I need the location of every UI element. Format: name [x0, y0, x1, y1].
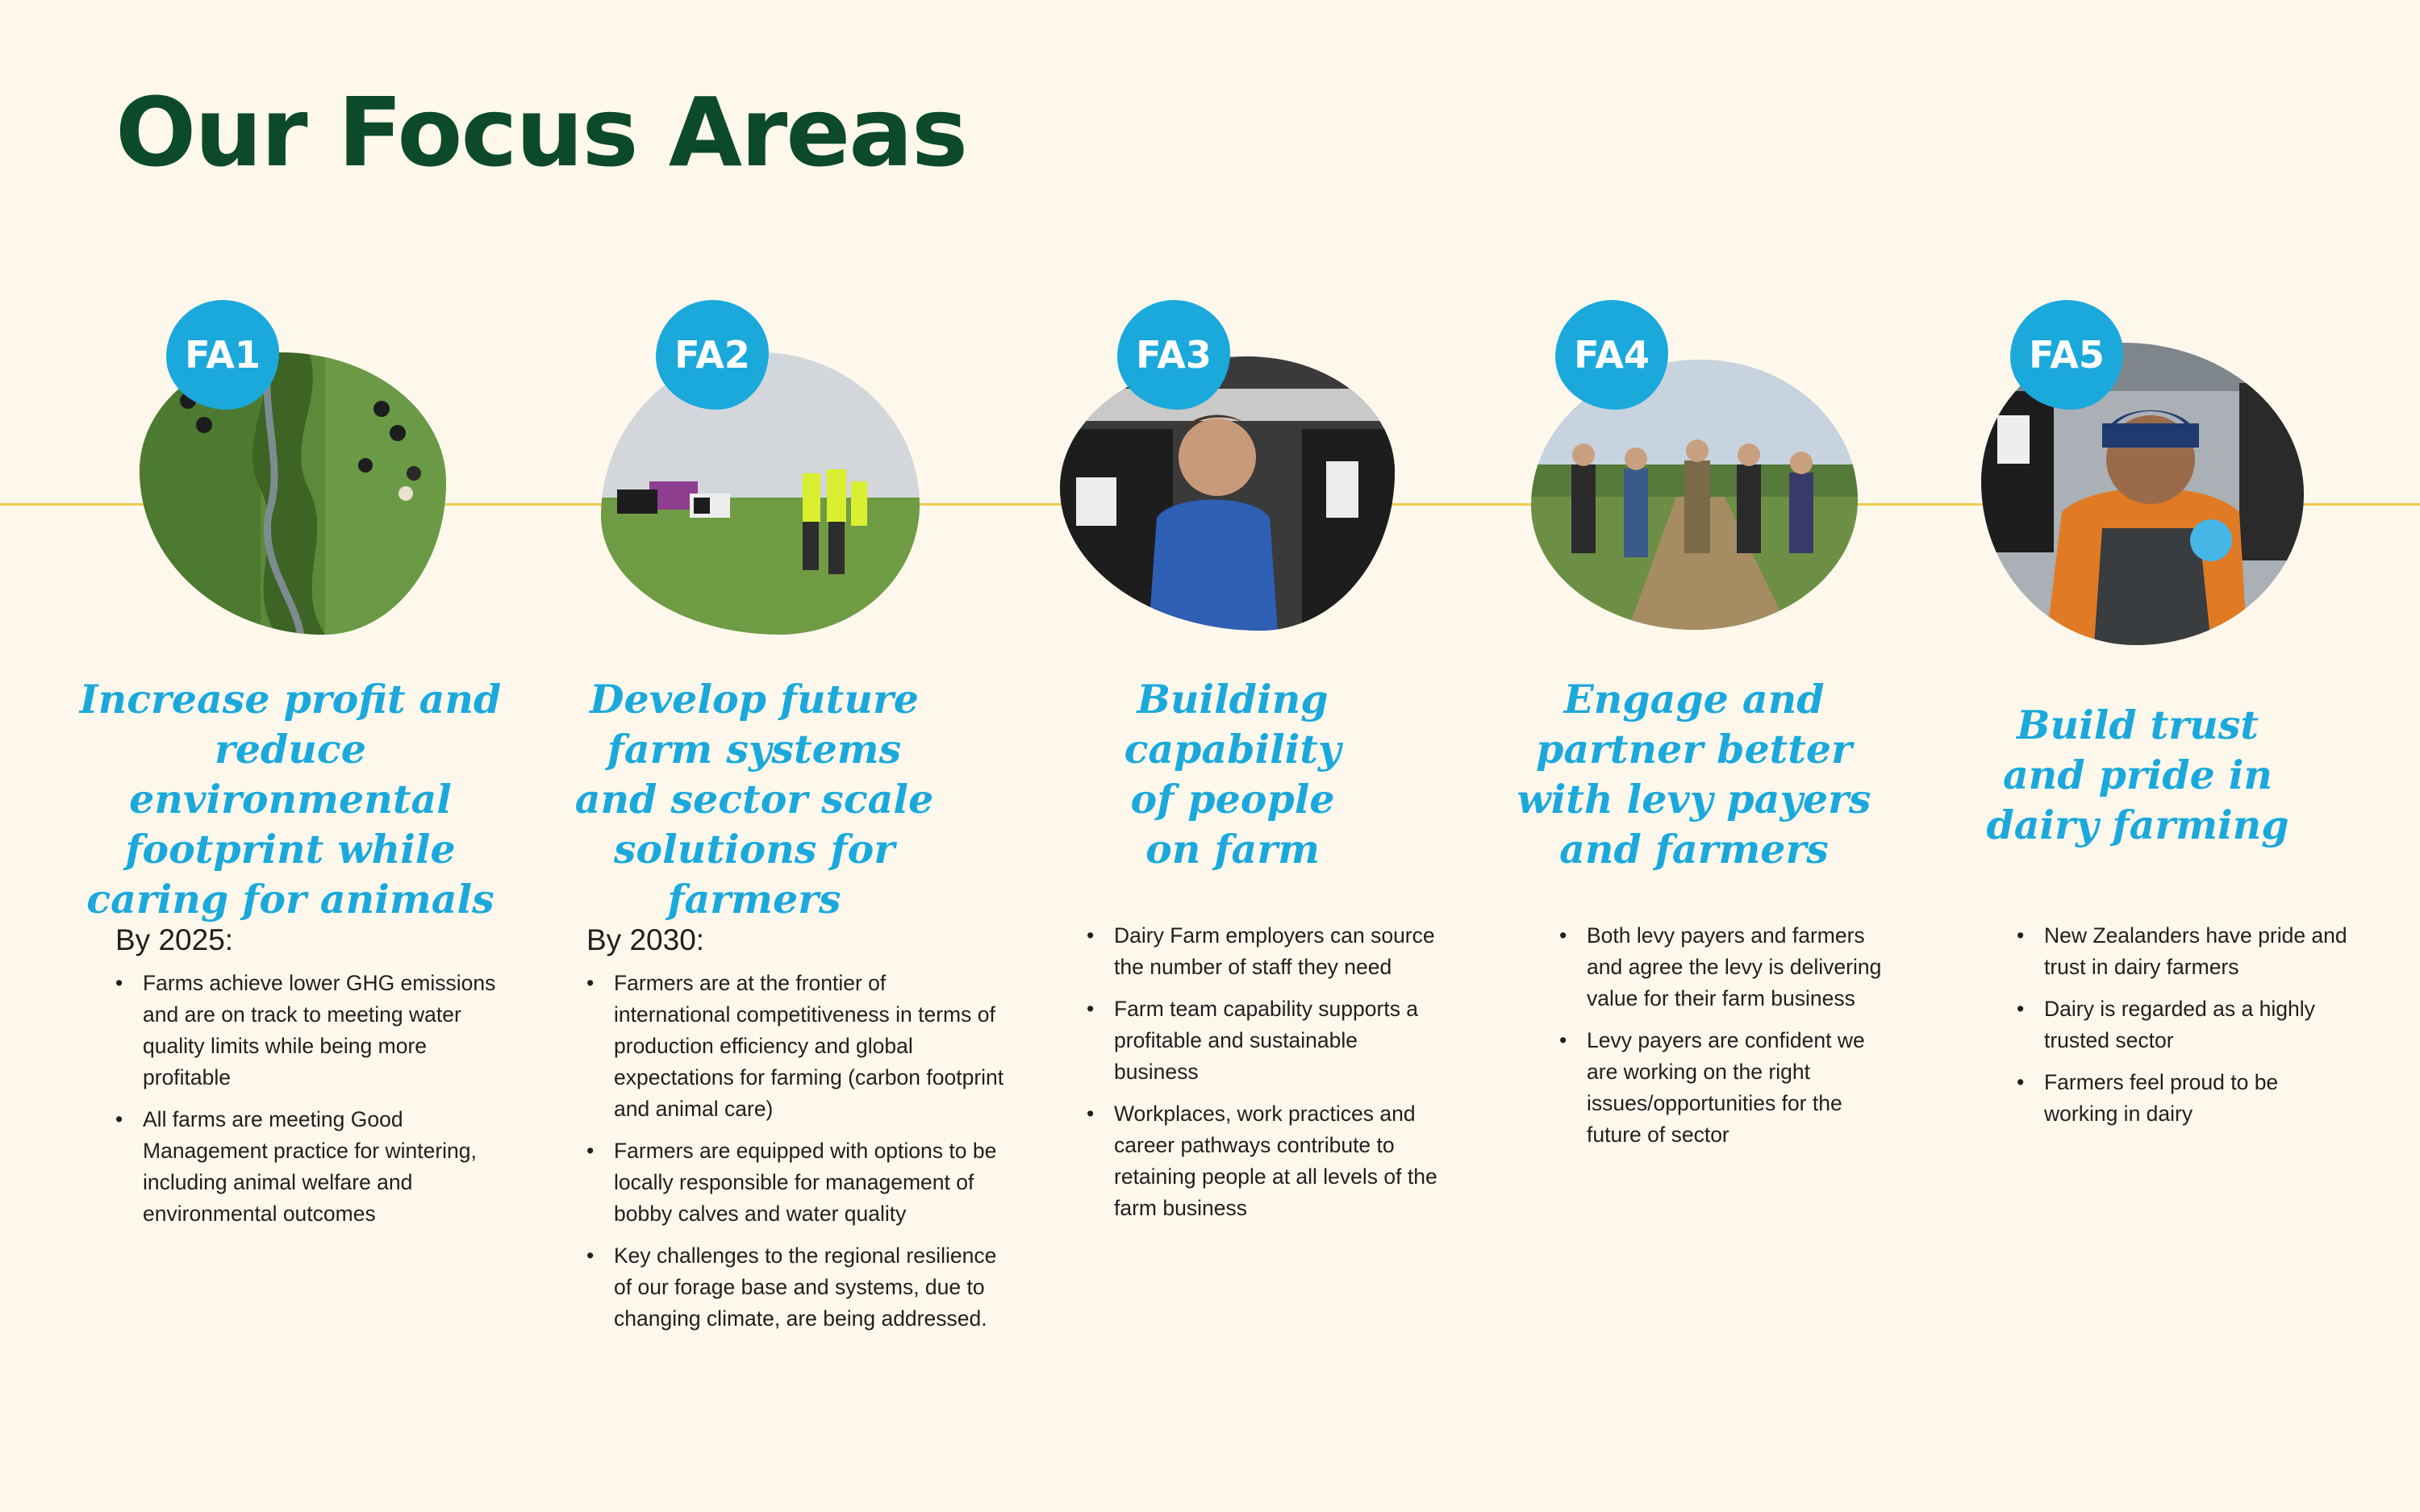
focus-area-badge: FA5 [2010, 300, 2123, 410]
page-title: Our Focus Areas [115, 77, 967, 188]
list-item: • Both levy payers and farmers and agree the levy is delivering value for their farm business [1559, 920, 1898, 1014]
list-item: • Dairy is regarded as a highly trusted sector [2017, 993, 2355, 1056]
focus-area-badge: FA4 [1555, 300, 1668, 410]
outcome-list [115, 968, 519, 1240]
outcome-list [1559, 920, 1898, 1161]
focus-area-badge: FA1 [166, 300, 279, 410]
focus-area-2 [484, 0, 1004, 1512]
list-item: • Workplaces, work practices and career pathways contribute to retaining people at all levels of the farm business [1087, 1098, 1442, 1224]
focus-area-1 [0, 0, 502, 1512]
list-item: • Dairy Farm employers can source the number of staff they need [1087, 920, 1442, 983]
target-period: By 2030: [586, 923, 705, 956]
list-item: • Farms achieve lower GHG emissions and are on track to meeting water quality limits while being more profitable [115, 968, 519, 1093]
focus-area-photo [601, 352, 920, 635]
focus-area-photo [1060, 356, 1395, 631]
focus-area-badge: FA3 [1117, 300, 1230, 410]
outcome-list [2017, 920, 2355, 1140]
list-item: • All farms are meeting Good Management practice for wintering, including animal welfare and environmental outcomes [115, 1104, 519, 1230]
list-item: • Farmers are at the frontier of international competitiveness in terms of production efficiency and global expectations for farming (carbon footprint and animal care) [586, 968, 1006, 1125]
farm-worker-photo [1060, 356, 1395, 631]
list-item: • New Zealanders have pride and trust in dairy farmers [2017, 920, 2355, 983]
list-item: • Farmers are equipped with options to be locally responsible for management of bobby calves and water quality [586, 1135, 1006, 1230]
focus-area-title: Develop future farm systems and sector scale solutions for farmers [574, 676, 934, 923]
focus-area-title: Build trust and pride in dairy farming [1986, 702, 2289, 848]
target-period: By 2025: [115, 923, 234, 956]
list-item: • Farmers feel proud to be working in dairy [2017, 1067, 2355, 1130]
focus-area-title: Increase profit and reduce environmental footprint while caring for animals [79, 676, 502, 923]
focus-area-title: Building capability of people on farm [1124, 676, 1341, 873]
focus-area-4 [1452, 0, 1936, 1512]
outcome-list [586, 968, 1006, 1345]
farmers-walking-photo [1531, 360, 1858, 630]
focus-area-photo [1531, 360, 1858, 630]
farmers-with-cows-photo [601, 352, 920, 635]
focus-area-3 [968, 0, 1452, 1512]
focus-area-5 [1936, 0, 2420, 1512]
list-item: • Levy payers are confident we are working on the right issues/opportunities for the future of sector [1559, 1025, 1898, 1151]
list-item: • Farm team capability supports a profitable and sustainable business [1087, 993, 1442, 1088]
list-item: • Key challenges to the regional resilience of our forage base and systems, due to changing climate, are being addressed. [586, 1240, 1006, 1335]
outcome-list [1087, 920, 1442, 1235]
focus-area-badge: FA2 [656, 300, 769, 410]
focus-area-title: Engage and partner better with levy payers and farmers [1517, 676, 1871, 873]
